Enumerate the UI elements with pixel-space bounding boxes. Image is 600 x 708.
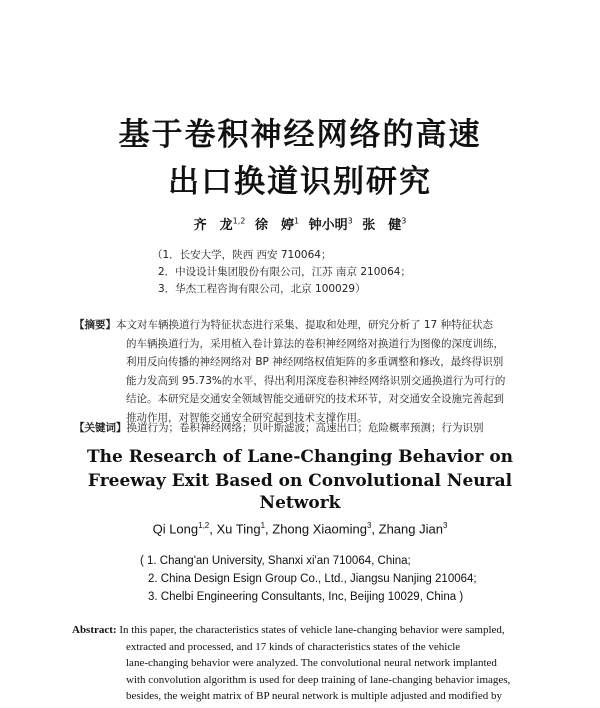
english-authors: Qi Long$^{1,2}$, Xu Ting$^1$, Zhong Xiaoming$^3$, Zhang Jian$^3$ <box>152 521 448 537</box>
author-cn-2-affil: 1 <box>293 216 300 226</box>
author-en-1-affil: 1,2 <box>198 521 210 530</box>
abstract-en-text-1: In this paper, the characteristics states of vehicle lane-changing behavior were sampled, <box>116 624 505 636</box>
abstract-cn-line-1 <box>74 316 554 335</box>
chinese-keywords <box>74 420 554 435</box>
english-title-line-1: The Research of Lane-Changing Behavior on <box>86 447 514 467</box>
abstract-cn-line-3: 利用反向传播的神经网络对 BP 神经网络权值矩阵的多重调整和修改，最终得识别 <box>126 356 504 368</box>
author-en-4: Zhang Jian <box>378 521 443 537</box>
abstract-en-line-5: besides, the weight matrix of BP neural network is multiple adjusted and modified by <box>126 690 502 703</box>
english-title-line-3: Network <box>259 493 341 513</box>
chinese-title-line-2: 出口换道识别研究 <box>168 164 432 200</box>
abstract-cn-line-2: 的车辆换道行为，采用植入卷计算法的卷积神经网络对换道行为图像的深度训练， <box>126 337 504 350</box>
affiliation-en-2: 2. China Design Esign Group Co., Ltd., Jiangsu Nanjing 210064; <box>148 573 477 585</box>
keywords-cn-text: 换道行为；卷积神经网络；贝叶斯滤波；高速出口；危险概率预测；行为识别 <box>126 422 484 434</box>
abstract-cn-line-5: 结论。本研究是交通安全领域智能交通研究的技术环节，对交通安全设施完善起到 <box>126 393 504 405</box>
author-en-3: Zhong Xiaoming <box>272 521 367 537</box>
author-cn-4-affil: 3 <box>401 216 407 226</box>
affiliation-en-3: 3. Chelbi Engineering Consultants, Inc, Beijing 10029, China ) <box>148 591 464 603</box>
abstract-en-line-3: lane-changing behavior were analyzed. The convolutional neural network implanted <box>126 657 497 670</box>
abstract-cn-line-4: 能力发高到 95.73%的水平，得出利用深度卷积神经网络识别交通换道行为可行的 <box>126 374 506 387</box>
chinese-abstract <box>74 316 554 427</box>
english-abstract <box>72 622 542 705</box>
affiliation-cn-1: （1．长安大学，陕西 西安 710064； <box>152 249 332 261</box>
affiliation-cn-2: 2．中设设计集团股份有限公司，江苏 南京 210064； <box>158 266 411 278</box>
abstract-en-line-4: with convolution algorithm is used for deep training of lane-changing behavior images, <box>126 673 511 686</box>
author-cn-1: 齐 龙 <box>193 218 233 233</box>
abstract-cn-text-1: 本文对车辆换道行为特征状态进行采集、提取和处理，研究分析了 17 种特征状态 <box>116 319 494 331</box>
author-cn-4: 张 健 <box>362 218 402 233</box>
author-en-3-affil: 3 <box>366 521 372 530</box>
author-cn-3-affil: 3 <box>347 216 353 226</box>
author-en-1: Qi Long <box>152 521 199 537</box>
chinese-authors <box>0 214 600 233</box>
author-en-2: Xu Ting <box>216 521 261 537</box>
author-cn-3: 钟小明 <box>308 218 348 233</box>
keywords-cn-label: 【关键词】 <box>74 422 127 434</box>
author-cn-1-affil: 1,2 <box>232 216 246 226</box>
abstract-cn-label: 【摘要】 <box>74 319 116 331</box>
author-en-2-affil: 1 <box>260 521 266 530</box>
author-cn-2: 徐 婷 <box>254 218 294 233</box>
abstract-en-line-2: extracted and processed, and 17 kinds of characteristics states of the vehicle <box>126 640 461 653</box>
affiliation-en-1: ( 1. Chang'an University, Shanxi xi'an 710064, China; <box>140 555 411 567</box>
affiliation-cn-3: 3．华杰工程咨询有限公司，北京 100029） <box>158 283 366 295</box>
abstract-cn-line-6: 推动作用，对智能交通安全研究起到技术支撑作用。 <box>126 411 368 424</box>
english-title-line-2: Freeway Exit Based on Convolutional Neural <box>87 471 513 491</box>
author-en-4-affil: 3 <box>442 521 448 530</box>
chinese-title-line-1: 基于卷积神经网络的高速 <box>118 117 482 153</box>
abstract-en-line-1 <box>72 622 542 639</box>
abstract-en-label: Abstract: <box>72 624 117 636</box>
